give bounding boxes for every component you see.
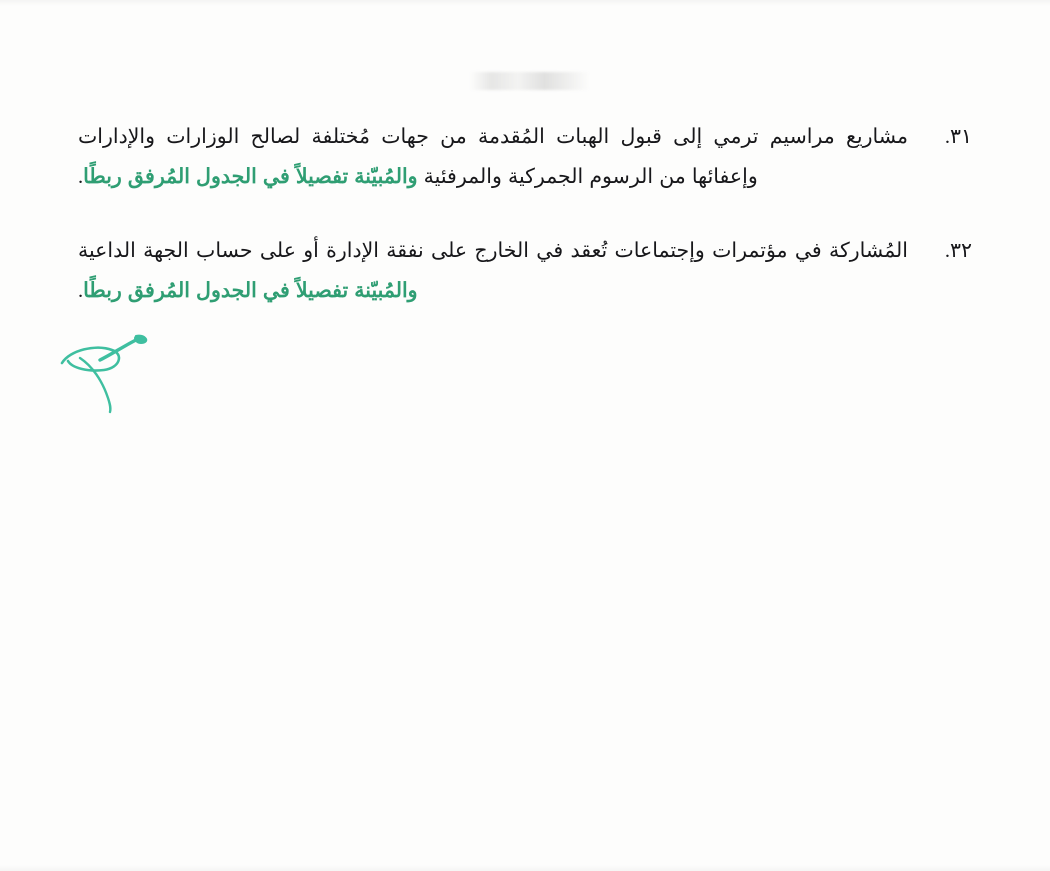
scan-smudge [470,72,590,90]
clause-text [78,232,908,312]
clause-number: ٣١. [944,126,972,148]
clause-text-segment-highlight: والمُبيّنة تفصيلاً في الجدول المُرفق ربطًا [83,279,418,302]
clause-number: ٣٢. [944,239,972,262]
clause-32 [78,232,972,312]
clause-text-segment-period: . [78,165,84,188]
clause-text-segment-plain: المُشاركة في مؤتمرات وإجتماعات تُعقد في الخارج على نفقة الإدارة أو على حساب الجهة الداعية [78,239,908,262]
clause-text-segment-period: . [78,279,84,302]
clause-text [78,118,908,198]
clause-text-segment-highlight: والمُبيّنة تفصيلاً في الجدول المُرفق ربطًا [83,165,418,188]
clause-text-segment-plain: مشاريع مراسيم ترمي إلى قبول الهبات المُقدمة من جهات مُختلفة لصالح الوزارات والإدارات وإعفائها من الرسوم الجمركية والمرفئية [78,126,908,188]
clause-31 [78,118,972,198]
page-top-edge-shadow [0,0,1050,6]
page-bottom-edge-shadow [0,865,1050,871]
document-content [78,118,972,346]
